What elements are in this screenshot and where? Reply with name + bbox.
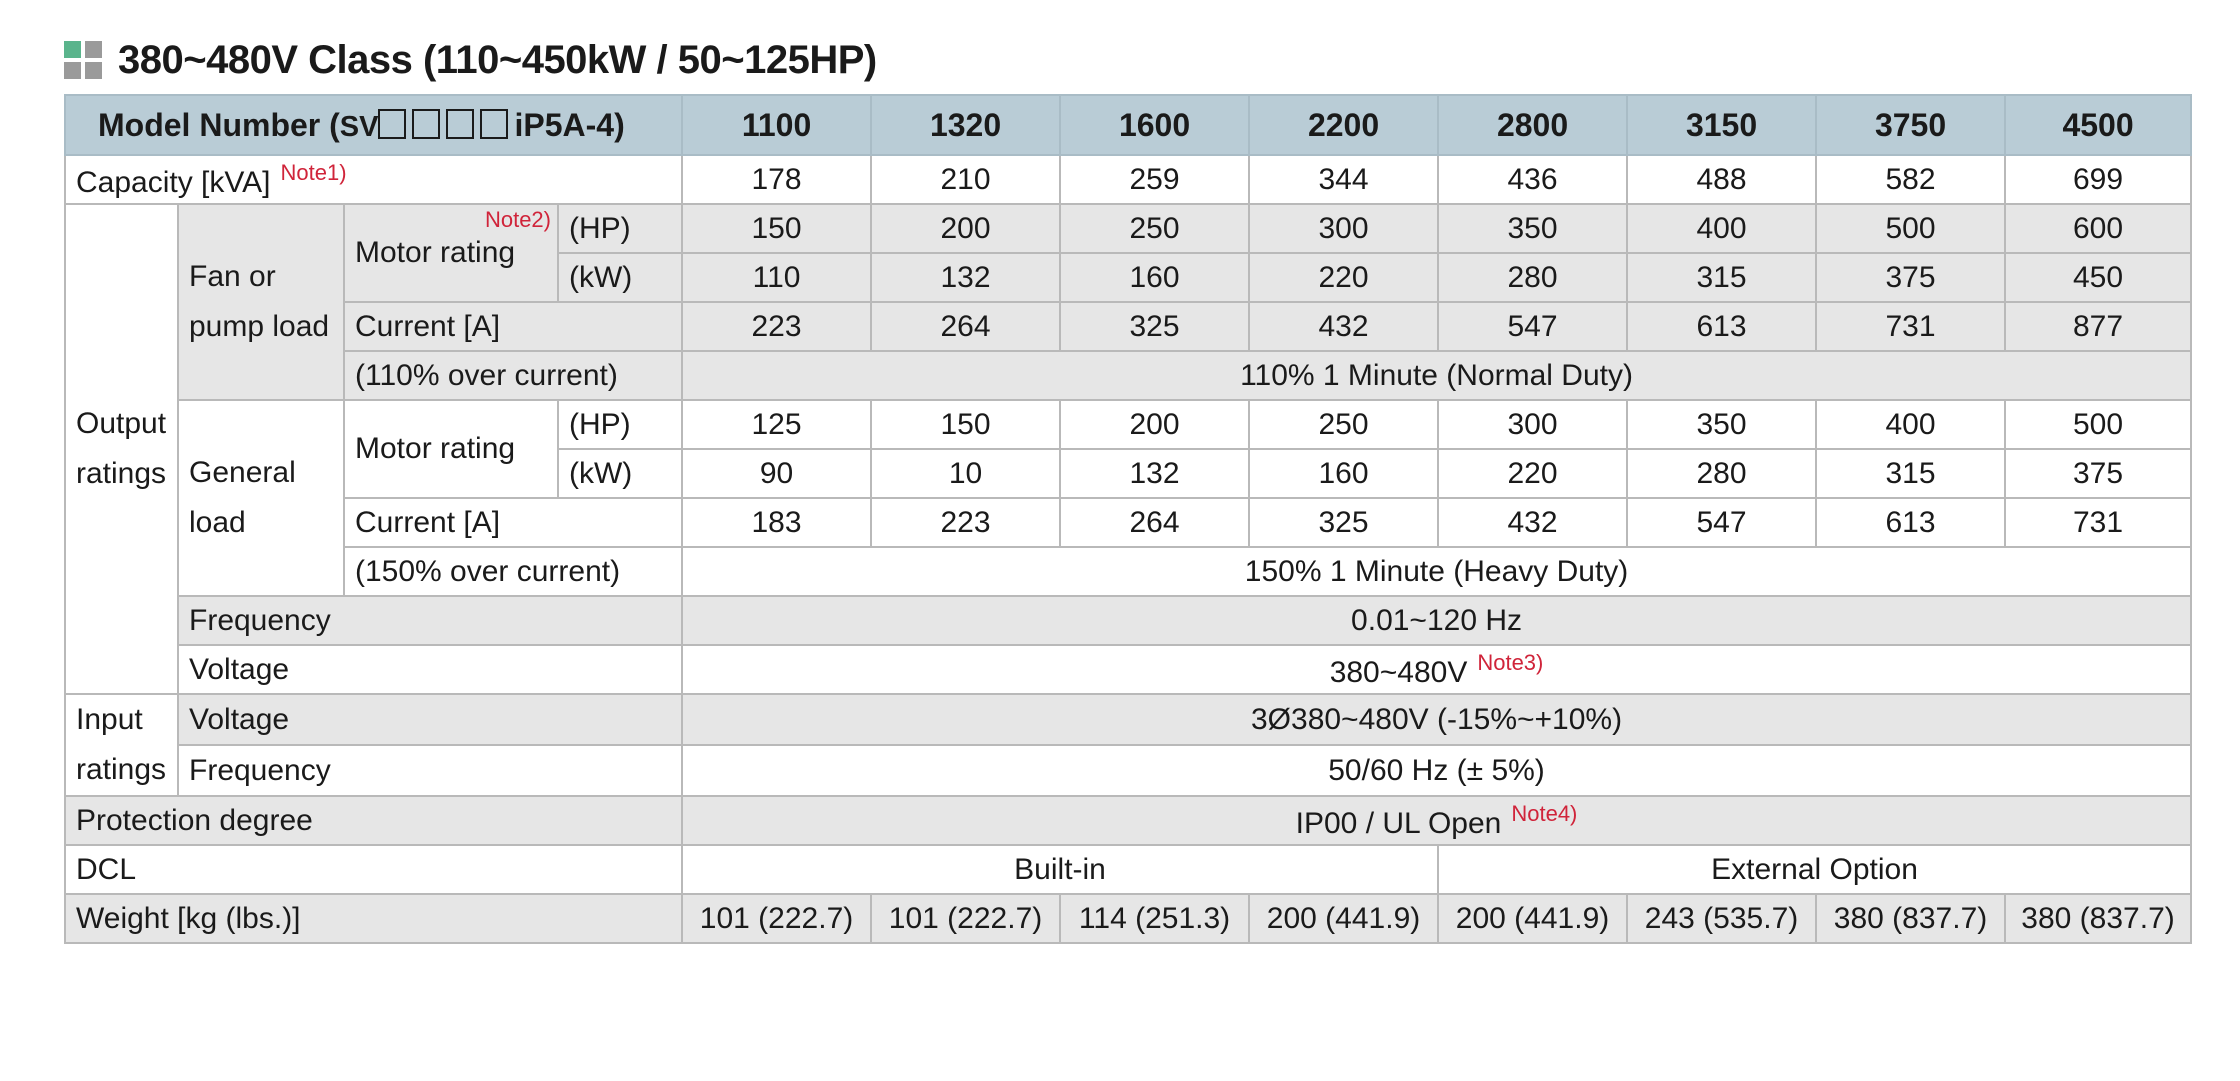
- capacity-value: 178: [682, 155, 871, 204]
- header-row: [65, 95, 2191, 155]
- general-current-value: 613: [1816, 498, 2005, 547]
- input-frequency-label: Frequency: [178, 745, 682, 796]
- fan-label-line1: Fan or: [189, 260, 276, 293]
- general-motor-rating-label: Motor rating: [344, 400, 558, 498]
- general-kw-value: 90: [682, 449, 871, 498]
- capacity-value: 488: [1627, 155, 1816, 204]
- output-frequency-label: Frequency: [178, 596, 682, 645]
- fan-hp-row: [65, 204, 2191, 253]
- weight-value: 243 (535.7): [1627, 894, 1816, 943]
- model-col: 2800: [1438, 95, 1627, 155]
- fan-current-row: [65, 302, 2191, 351]
- fan-current-value: 547: [1438, 302, 1627, 351]
- general-kw-value: 280: [1627, 449, 1816, 498]
- hp-unit: (HP): [558, 204, 682, 253]
- fan-current-value: 325: [1060, 302, 1249, 351]
- model-col: 3150: [1627, 95, 1816, 155]
- protection-row: [65, 796, 2191, 845]
- general-load-label: [178, 400, 344, 596]
- general-kw-value: 375: [2005, 449, 2191, 498]
- input-frequency-value: 50/60 Hz (± 5%): [682, 745, 2191, 796]
- fan-current-value: 613: [1627, 302, 1816, 351]
- fan-hp-value: 500: [1816, 204, 2005, 253]
- capacity-value: 210: [871, 155, 1060, 204]
- note-marker: Note4): [1511, 800, 1578, 826]
- fan-hp-value: 200: [871, 204, 1060, 253]
- general-current-value: 731: [2005, 498, 2191, 547]
- capacity-row: [65, 155, 2191, 204]
- general-current-label: Current [A]: [344, 498, 682, 547]
- capacity-label-cell: [65, 155, 682, 204]
- general-current-value: 264: [1060, 498, 1249, 547]
- general-kw-value: 220: [1438, 449, 1627, 498]
- fan-hp-value: 400: [1627, 204, 1816, 253]
- fan-overcurrent-value: 110% 1 Minute (Normal Duty): [682, 351, 2191, 400]
- weight-value: 101 (222.7): [682, 894, 871, 943]
- note-marker: Note1): [280, 159, 347, 185]
- weight-row: [65, 894, 2191, 943]
- model-col: 3750: [1816, 95, 2005, 155]
- placeholder-box-icon: [412, 109, 440, 139]
- fan-kw-value: 450: [2005, 253, 2191, 302]
- input-voltage-value: 3Ø380~480V (-15%~+10%): [682, 694, 2191, 745]
- protection-value: IP00 / UL Open: [1295, 806, 1502, 840]
- weight-value: 200 (441.9): [1249, 894, 1438, 943]
- general-overcurrent-label: (150% over current): [344, 547, 682, 596]
- model-number-header: [65, 95, 682, 155]
- general-kw-value: 160: [1249, 449, 1438, 498]
- input-voltage-row: [65, 694, 2191, 745]
- model-col: 1320: [871, 95, 1060, 155]
- fan-current-label: Current [A]: [344, 302, 682, 351]
- weight-value: 114 (251.3): [1060, 894, 1249, 943]
- output-label-line2: ratings: [76, 457, 167, 490]
- motor-rating-label: Motor rating: [355, 236, 516, 269]
- general-kw-value: 10: [871, 449, 1060, 498]
- output-voltage-row: [65, 645, 2191, 694]
- general-current-value: 223: [871, 498, 1060, 547]
- general-hp-value: 350: [1627, 400, 1816, 449]
- note-marker: Note2): [484, 207, 551, 232]
- output-voltage-value: 380~480V: [1329, 655, 1468, 689]
- general-hp-value: 125: [682, 400, 871, 449]
- general-current-value: 432: [1438, 498, 1627, 547]
- general-label-line2: load: [189, 506, 246, 539]
- general-current-row: [65, 498, 2191, 547]
- fan-hp-value: 150: [682, 204, 871, 253]
- output-frequency-value: 0.01~120 Hz: [682, 596, 2191, 645]
- general-hp-value: 250: [1249, 400, 1438, 449]
- output-label-line1: Output: [76, 407, 167, 440]
- general-current-value: 183: [682, 498, 871, 547]
- weight-value: 380 (837.7): [2005, 894, 2191, 943]
- protection-cell: [682, 796, 2191, 845]
- placeholder-box-icon: [378, 109, 406, 139]
- model-col: 1100: [682, 95, 871, 155]
- dcl-row: [65, 845, 2191, 894]
- title-text: 380~480V Class (110~450kW / 50~125HP): [118, 37, 877, 82]
- fan-current-value: 432: [1249, 302, 1438, 351]
- capacity-value: 699: [2005, 155, 2191, 204]
- fan-kw-value: 160: [1060, 253, 1249, 302]
- input-label-line2: ratings: [76, 753, 167, 786]
- fan-overcurrent-row: [65, 351, 2191, 400]
- input-label-line1: Input: [76, 703, 143, 736]
- model-col: 2200: [1249, 95, 1438, 155]
- fan-label-line2: pump load: [189, 310, 330, 343]
- capacity-value: 436: [1438, 155, 1627, 204]
- model-sv: SV: [339, 110, 379, 143]
- general-hp-value: 150: [871, 400, 1060, 449]
- output-ratings-label: [65, 204, 178, 694]
- dcl-builtin: Built-in: [682, 845, 1438, 894]
- placeholder-box-icon: [446, 109, 474, 139]
- capacity-value: 344: [1249, 155, 1438, 204]
- fan-kw-value: 375: [1816, 253, 2005, 302]
- fan-current-value: 877: [2005, 302, 2191, 351]
- fan-kw-value: 315: [1627, 253, 1816, 302]
- general-hp-value: 500: [2005, 400, 2191, 449]
- fan-motor-rating-label: [344, 204, 558, 302]
- general-current-value: 547: [1627, 498, 1816, 547]
- general-label-line1: General: [189, 456, 296, 489]
- input-frequency-row: [65, 745, 2191, 796]
- general-hp-value: 300: [1438, 400, 1627, 449]
- dcl-external: External Option: [1438, 845, 2191, 894]
- weight-value: 380 (837.7): [1816, 894, 2005, 943]
- weight-value: 200 (441.9): [1438, 894, 1627, 943]
- general-kw-value: 315: [1816, 449, 2005, 498]
- weight-value: 101 (222.7): [871, 894, 1060, 943]
- general-overcurrent-row: [65, 547, 2191, 596]
- general-hp-value: 400: [1816, 400, 2005, 449]
- placeholder-box-icon: [480, 109, 508, 139]
- input-voltage-label: Voltage: [178, 694, 682, 745]
- fan-load-label: [178, 204, 344, 400]
- capacity-label: Capacity [kVA]: [76, 165, 271, 199]
- fan-kw-value: 110: [682, 253, 871, 302]
- kw-unit: (kW): [558, 253, 682, 302]
- kw-unit: (kW): [558, 449, 682, 498]
- fan-hp-value: 250: [1060, 204, 1249, 253]
- fan-overcurrent-label: (110% over current): [344, 351, 682, 400]
- weight-label: Weight [kg (lbs.)]: [65, 894, 682, 943]
- model-prefix: Model Number (: [98, 106, 340, 143]
- section-title: [64, 36, 877, 84]
- fan-hp-value: 350: [1438, 204, 1627, 253]
- protection-label: Protection degree: [65, 796, 682, 845]
- fan-kw-value: 280: [1438, 253, 1627, 302]
- fan-hp-value: 300: [1249, 204, 1438, 253]
- general-overcurrent-value: 150% 1 Minute (Heavy Duty): [682, 547, 2191, 596]
- fan-current-value: 731: [1816, 302, 2005, 351]
- fan-hp-value: 600: [2005, 204, 2191, 253]
- fan-kw-value: 220: [1249, 253, 1438, 302]
- model-col: 4500: [2005, 95, 2191, 155]
- dcl-label: DCL: [65, 845, 682, 894]
- note-marker: Note3): [1477, 649, 1544, 675]
- fan-current-value: 264: [871, 302, 1060, 351]
- capacity-value: 259: [1060, 155, 1249, 204]
- general-kw-value: 132: [1060, 449, 1249, 498]
- capacity-value: 582: [1816, 155, 2005, 204]
- grid-bullet-icon: [64, 41, 102, 79]
- hp-unit: (HP): [558, 400, 682, 449]
- general-hp-row: [65, 400, 2191, 449]
- input-ratings-label: [65, 694, 178, 796]
- model-suffix: iP5A-4): [514, 106, 625, 143]
- general-current-value: 325: [1249, 498, 1438, 547]
- spec-table: [64, 94, 2192, 944]
- output-frequency-row: [65, 596, 2191, 645]
- fan-current-value: 223: [682, 302, 871, 351]
- general-hp-value: 200: [1060, 400, 1249, 449]
- output-voltage-cell: [682, 645, 2191, 694]
- fan-kw-value: 132: [871, 253, 1060, 302]
- model-col: 1600: [1060, 95, 1249, 155]
- output-voltage-label: Voltage: [178, 645, 682, 694]
